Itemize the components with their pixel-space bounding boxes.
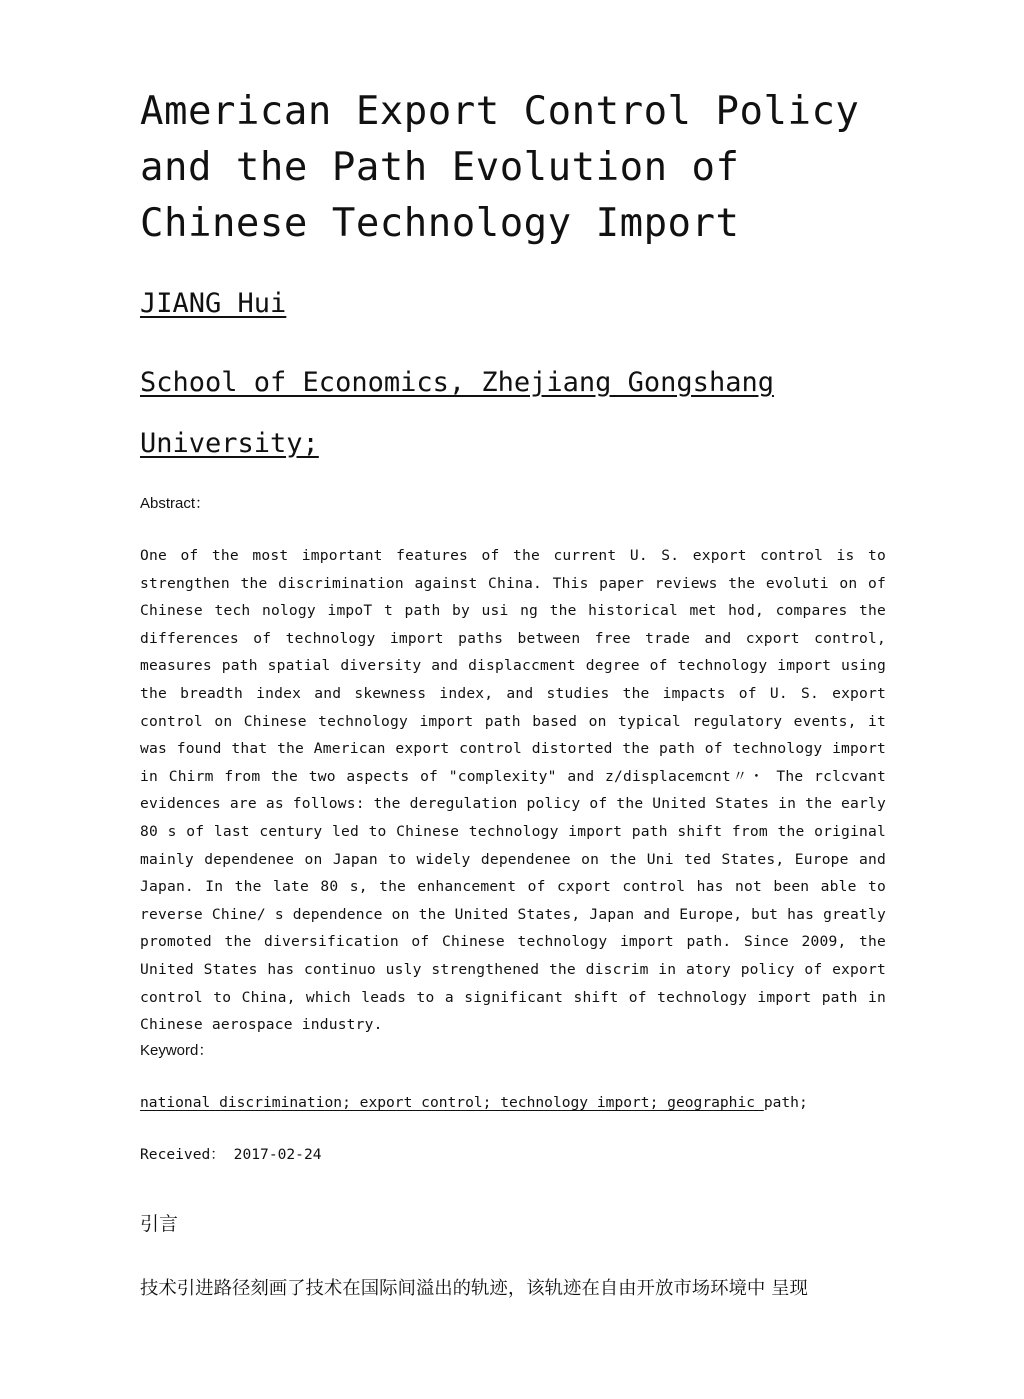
paper-title: American Export Control Policy and the Path Evolution of Chinese Technology Import [140,89,860,246]
keyword-list [140,1091,886,1115]
abstract-label: Abstract： [140,495,211,512]
affiliation-link[interactable]: School of Economics, Zhejiang Gongshang University; [140,367,774,459]
author-name[interactable]: JIANG Hui [140,288,287,319]
body-paragraph: 技术引进路径刻画了技术在国际间溢出的轨迹，该轨迹在自由开放市场环境中 呈现 [140,1278,808,1299]
section-heading-introduction: 引言 [140,1213,179,1235]
received-date: Received： 2017-02-24 [140,1146,322,1163]
keyword-links[interactable]: national discrimination; export control; technology import; geographic [140,1094,764,1111]
author-affiliation[interactable] [140,352,886,474]
abstract-text: One of the most important features of the current U. S. export control is to strengthen the discrimination against China. This paper reviews the evoluti on of Chinese tech nology impoT t path by usi ng the historical met hod, compares the differences of technology import paths between free trade and cxport control, measures path spatial diversity and displaccment degree of technology import using the breadth index and skewness index, and studies the impacts of U. S. export control on Chinese technology import path based on typical regulatory events, it was found that the American export control distorted the path of technology import in Chirm from the two aspects of "complexity" and z/displacemcnt〃・ The rclcvant evidences are as follows: the deregulation policy of the United States in the early 80 s of last century led to Chinese technology import path shift from the original mainly dependenee on Japan to widely dependenee on the Uni ted States, Europe and Japan. In the late 80 s, the enhancement of cxport control has not been able to reverse Chine/ s dependence on the United States, Japan and Europe, but has greatly promoted the diversification of Chinese technology import path. Since 2009, the United States has continuo usly strengthened the discrim in atory policy of export control to China, which leads to a significant shift of technology import path in Chinese aerospace industry. [140,547,886,1034]
keyword-tail: path; [763,1094,808,1111]
keyword-label: Keyword： [140,1042,214,1059]
